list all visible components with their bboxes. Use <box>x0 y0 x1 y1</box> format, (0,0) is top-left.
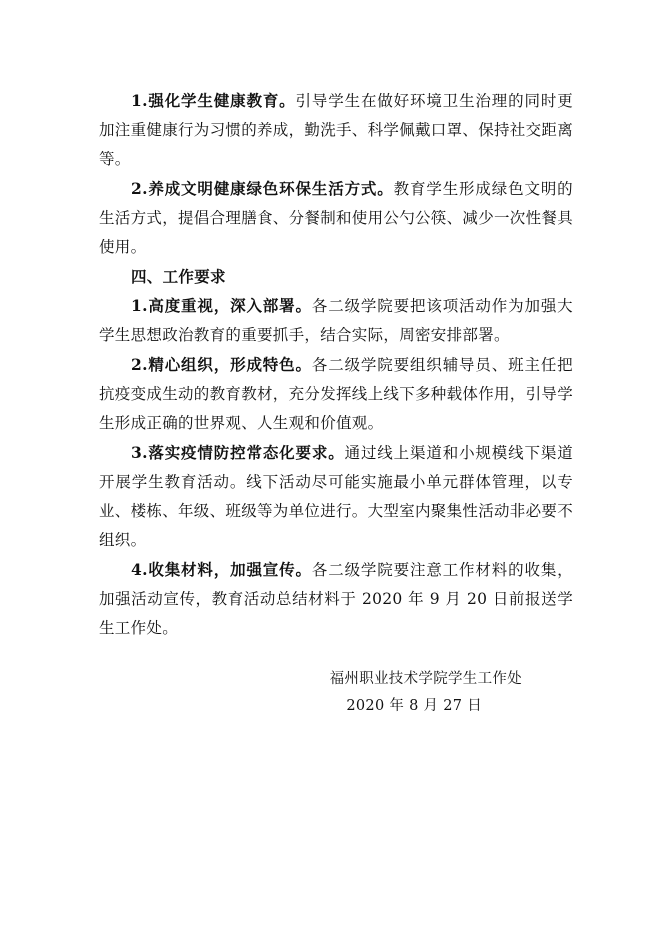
paragraph-green-lifestyle <box>99 174 573 262</box>
requirement-lead: 4.收集材料，加强宣传。 <box>131 560 312 579</box>
document-body <box>99 86 573 643</box>
requirement-item <box>99 350 573 438</box>
requirement-item <box>99 291 573 350</box>
paragraph-lead: 2.养成文明健康绿色环保生活方式。 <box>131 179 394 198</box>
requirement-item <box>99 438 573 555</box>
requirement-item <box>99 555 573 643</box>
requirement-lead: 1.高度重视，深入部署。 <box>131 296 312 315</box>
section-heading-work-requirements: 四、工作要求 <box>131 267 226 286</box>
paragraph-lead: 1.强化学生健康教育。 <box>131 91 296 110</box>
requirement-text: 各二级学院要组织辅导员、班主任把抗疫变成生动的教育教材，充分发挥线上线下多种载体作用，引导学生形成正确的世界观、人生观和价值观。 <box>99 356 574 432</box>
requirement-lead: 2.精心组织，形成特色。 <box>131 355 312 374</box>
paragraph-health-education <box>99 86 573 174</box>
requirement-text: 各二级学院要注意工作材料的收集，加强活动宣传，教育活动总结材料于 2020 年 9 月 20 日前报送学生工作处。 <box>99 561 573 637</box>
requirement-lead: 3.落实疫情防控常态化要求。 <box>131 443 345 462</box>
paragraph-text: 引导学生在做好环境卫生治理的同时更加注重健康行为习惯的养成，勤洗手、科学佩戴口罩、保持社交距离等。 <box>99 92 574 168</box>
paragraph-text: 教育学生形成绿色文明的生活方式，提倡合理膳食、分餐制和使用公勺公筷、减少一次性餐具使用。 <box>99 180 574 256</box>
signature-organization: 福州职业技术学院学生工作处 <box>329 671 522 687</box>
requirement-text: 各二级学院要把该项活动作为加强大学生思想政治教育的重要抓手，结合实际，周密安排部署。 <box>99 297 573 344</box>
signature-date: 2020 年 8 月 27 日 <box>346 698 482 714</box>
requirement-text: 通过线上渠道和小规模线下渠道开展学生教育活动。线下活动尽可能实施最小单元群体管理，以专业、楼栋、年级、班级等为单位进行。大型室内聚集性活动非必要不组织。 <box>99 444 574 549</box>
